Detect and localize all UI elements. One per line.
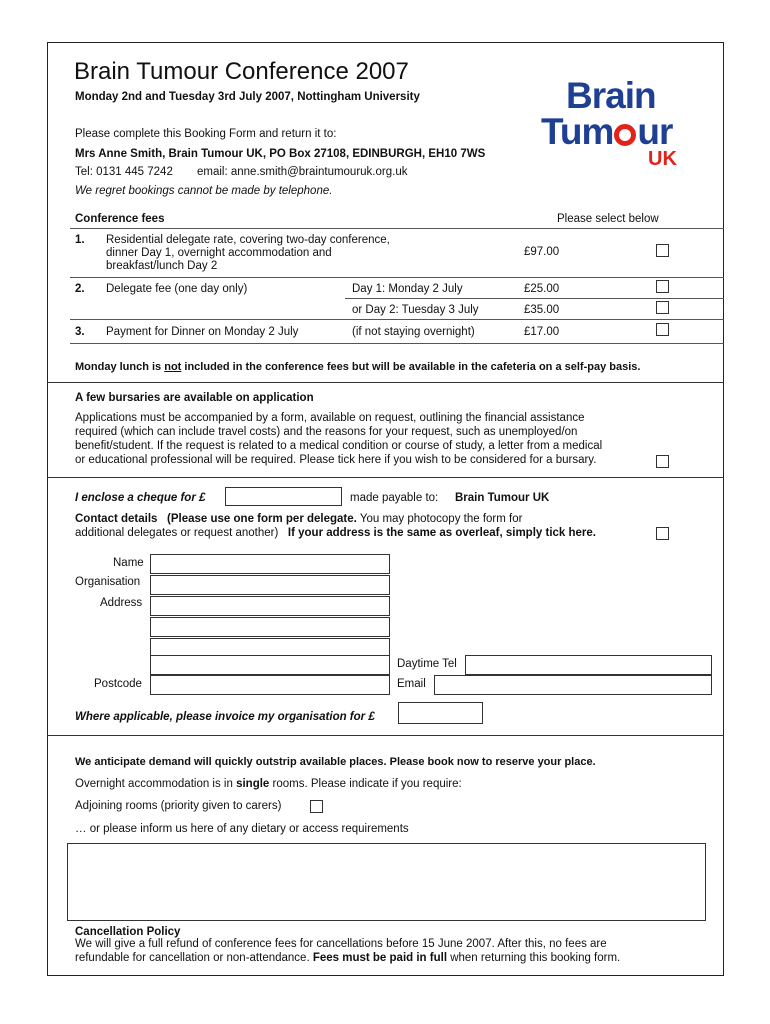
payable-label: made payable to: xyxy=(350,492,439,504)
bursary-line4: or educational professional will be required. Please tick here if you wish to be considered for a bursary. xyxy=(75,454,597,466)
cancellation-heading: Cancellation Policy xyxy=(75,926,181,938)
item-1-desc-line2: dinner Day 1, overnight accommodation and xyxy=(106,247,332,259)
item-2-day1: Day 1: Monday 2 July xyxy=(352,283,463,295)
return-address: Mrs Anne Smith, Brain Tumour UK, PO Box 27108, EDINBURGH, EH10 7WS xyxy=(75,148,486,160)
page-title: Brain Tumour Conference 2007 xyxy=(74,58,409,85)
item-3-number: 3. xyxy=(75,326,85,338)
event-dates: Monday 2nd and Tuesday 3rd July 2007, Nottingham University xyxy=(75,91,420,103)
fees-heading: Conference fees xyxy=(75,213,165,225)
item-2-price2: £35.00 xyxy=(524,304,560,316)
bursary-line1: Applications must be accompanied by a form, available on request, outlining the financial assistance xyxy=(75,412,585,424)
item-2-day1-checkbox[interactable] xyxy=(656,280,669,293)
daytime-tel-label: Daytime Tel xyxy=(397,658,457,670)
bursary-line3: benefit/student. If the request is related to a medical condition or course of study, a letter from a medical xyxy=(75,440,603,452)
email-label: Email xyxy=(397,678,426,690)
item-1-checkbox[interactable] xyxy=(656,244,669,257)
adjoining-label: Adjoining rooms (priority given to carers) xyxy=(75,800,282,812)
postcode-label: Postcode xyxy=(94,678,142,690)
item-2-desc: Delegate fee (one day only) xyxy=(106,283,248,295)
cancellation-line1: We will give a full refund of conference fees for cancellations before 15 June 2007. After this, no fees are xyxy=(75,938,607,950)
adjoining-checkbox[interactable] xyxy=(310,800,323,813)
contact-details-line2: additional delegates or request another) If your address is the same as overleaf, simply tick here. xyxy=(75,527,596,539)
address-field-line4[interactable] xyxy=(150,655,390,675)
cheque-label: I enclose a cheque for £ xyxy=(75,492,206,504)
invoice-label: Where applicable, please invoice my organisation for £ xyxy=(75,711,375,723)
logo-tum: Tum xyxy=(541,111,614,152)
organisation-field[interactable] xyxy=(150,575,390,595)
telephone: Tel: 0131 445 7242 xyxy=(75,166,173,178)
logo-red-o xyxy=(614,124,636,146)
item-1-number: 1. xyxy=(75,234,85,246)
daytime-tel-field[interactable] xyxy=(465,655,712,675)
dietary-label: … or please inform us here of any dietary or access requirements xyxy=(75,823,409,835)
lunch-note: Monday lunch is not included in the conference fees but will be available in the cafeteria on a self-pay basis. xyxy=(75,361,641,373)
same-address-checkbox[interactable] xyxy=(656,527,669,540)
postcode-field[interactable] xyxy=(150,675,390,695)
dietary-requirements-box[interactable] xyxy=(67,843,706,921)
item-3-price: £17.00 xyxy=(524,326,560,338)
email-field[interactable] xyxy=(434,675,712,695)
item-1-desc-line3: breakfast/lunch Day 2 xyxy=(106,260,218,272)
contact-details-line1: Contact details (Please use one form per delegate. You may photocopy the form for xyxy=(75,513,523,525)
item-3-checkbox[interactable] xyxy=(656,323,669,336)
item-1-desc-line1: Residential delegate rate, covering two-day conference, xyxy=(106,234,390,246)
cheque-amount-field[interactable] xyxy=(225,487,342,506)
bursary-line2: required (which can include travel costs) and the reasons for your request, such as unemployed/on xyxy=(75,426,578,438)
intro-text: Please complete this Booking Form and return it to: xyxy=(75,128,337,140)
logo-ur: ur xyxy=(637,111,673,152)
demand-notice: We anticipate demand will quickly outstrip available places. Please book now to reserve your place. xyxy=(75,756,596,768)
no-telephone-note: We regret bookings cannot be made by telephone. xyxy=(75,185,333,197)
item-2-day2: or Day 2: Tuesday 3 July xyxy=(352,304,479,316)
invoice-amount-field[interactable] xyxy=(398,702,483,724)
name-label: Name xyxy=(113,557,144,569)
cancellation-line2: refundable for cancellation or non-attendance. Fees must be paid in full when returning this booking form. xyxy=(75,952,621,964)
item-3-desc: Payment for Dinner on Monday 2 July xyxy=(106,326,299,338)
logo-brain: Brain xyxy=(566,75,656,116)
logo-uk: UK xyxy=(648,148,677,170)
payee-name: Brain Tumour UK xyxy=(455,492,550,504)
organisation-label: Organisation xyxy=(75,576,141,588)
address-field-line1[interactable] xyxy=(150,596,390,616)
bursary-heading: A few bursaries are available on application xyxy=(75,392,314,404)
item-2-day2-checkbox[interactable] xyxy=(656,301,669,314)
address-label: Address xyxy=(100,597,143,609)
item-3-note: (if not staying overnight) xyxy=(352,326,475,338)
overnight-note: Overnight accommodation is in single rooms. Please indicate if you require: xyxy=(75,778,462,790)
address-field-line2[interactable] xyxy=(150,617,390,637)
item-1-price: £97.00 xyxy=(524,246,560,258)
item-2-number: 2. xyxy=(75,283,85,295)
bursary-checkbox[interactable] xyxy=(656,455,669,468)
name-field[interactable] xyxy=(150,554,390,574)
brain-tumour-uk-logo xyxy=(538,76,708,171)
email-contact: email: anne.smith@braintumouruk.org.uk xyxy=(197,166,408,178)
select-label: Please select below xyxy=(557,213,659,225)
item-2-price1: £25.00 xyxy=(524,283,560,295)
